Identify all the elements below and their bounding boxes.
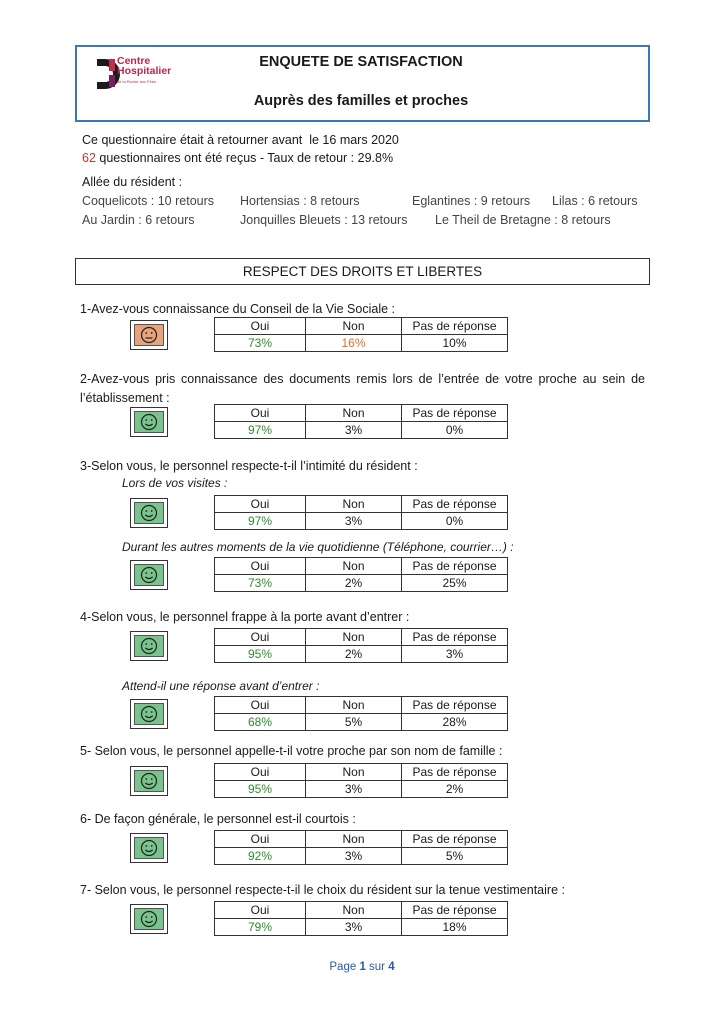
question-3-sub-2: Durant les autres moments de la vie quotidienne (Téléphone, courrier…) : — [122, 540, 514, 554]
allee-item: Hortensias : 8 retours — [240, 194, 360, 208]
results-table-6: Oui Non Pas de réponse 92% 3% 5% — [214, 830, 508, 865]
logo-text: Centre Hospitalier — [117, 55, 172, 77]
allees-label: Allée du résident : — [82, 175, 183, 189]
allee-item: Eglantines : 9 retours — [412, 194, 531, 208]
smiley-face-icon — [130, 766, 168, 796]
question-4: 4-Selon vous, le personnel frappe à la porte avant d’entrer : — [80, 610, 410, 624]
page-subtitle: Auprès des familles et proches — [253, 93, 469, 109]
smiley-face-icon — [130, 904, 168, 934]
results-table-3a: Oui Non Pas de réponse 97% 3% 0% — [214, 495, 508, 530]
received-line: 62 questionnaires ont été reçus - Taux de retour : 29.8% — [82, 151, 394, 165]
smiley-face-icon — [130, 407, 168, 437]
results-table-5: Oui Non Pas de réponse 95% 3% 2% — [214, 763, 508, 798]
results-table-4b: Oui Non Pas de réponse 68% 5% 28% — [214, 696, 508, 731]
question-2: 2-Avez-vous pris connaissance des documents remis lors de l’entrée de votre proche au sein de l’établissement : — [80, 372, 645, 405]
allee-item: Jonquilles Bleuets : 13 retours — [240, 213, 408, 227]
smiley-face-icon — [130, 498, 168, 528]
allee-item: Lilas : 6 retours — [552, 194, 638, 208]
neutral-face-icon — [130, 320, 168, 350]
results-table-2: Oui Non Pas de réponse 97% 3% 0% — [214, 404, 508, 439]
results-table-3b: Oui Non Pas de réponse 73% 2% 25% — [214, 557, 508, 592]
results-table-4a: Oui Non Pas de réponse 95% 2% 3% — [214, 628, 508, 663]
page-number: Page 1 sur 4 — [329, 961, 395, 973]
question-3: 3-Selon vous, le personnel respecte-t-il l’intimité du résident : — [80, 459, 418, 473]
allee-item: Coquelicots : 10 retours — [82, 194, 215, 208]
allee-item: Au Jardin : 6 retours — [82, 213, 195, 227]
deadline-line: Ce questionnaire était à retourner avant le 16 mars 2020 — [82, 133, 399, 147]
results-table-7: Oui Non Pas de réponse 79% 3% 18% — [214, 901, 508, 936]
question-7: 7- Selon vous, le personnel respecte-t-il le choix du résident sur la tenue vestimentaire : — [80, 883, 565, 897]
question-3-sub-1: Lors de vos visites : — [122, 476, 228, 490]
question-4-sub: Attend-il une réponse avant d’entrer : — [122, 679, 320, 693]
logo-subtext: de la Roche aux Fées — [117, 79, 156, 84]
allee-item: Le Theil de Bretagne : 8 retours — [435, 213, 611, 227]
page-title: ENQUETE DE SATISFACTION — [259, 54, 463, 70]
smiley-face-icon — [130, 631, 168, 661]
question-1: 1-Avez-vous connaissance du Conseil de la Vie Sociale : — [80, 302, 396, 316]
question-6: 6- De façon générale, le personnel est-il courtois : — [80, 812, 356, 826]
smiley-face-icon — [130, 699, 168, 729]
results-table-1: Oui Non Pas de réponse 73% 16% 10% — [214, 317, 508, 352]
section-title: RESPECT DES DROITS ET LIBERTES — [75, 258, 650, 285]
smiley-face-icon — [130, 560, 168, 590]
question-5: 5- Selon vous, le personnel appelle-t-il votre proche par son nom de famille : — [80, 744, 503, 758]
smiley-face-icon — [130, 833, 168, 863]
